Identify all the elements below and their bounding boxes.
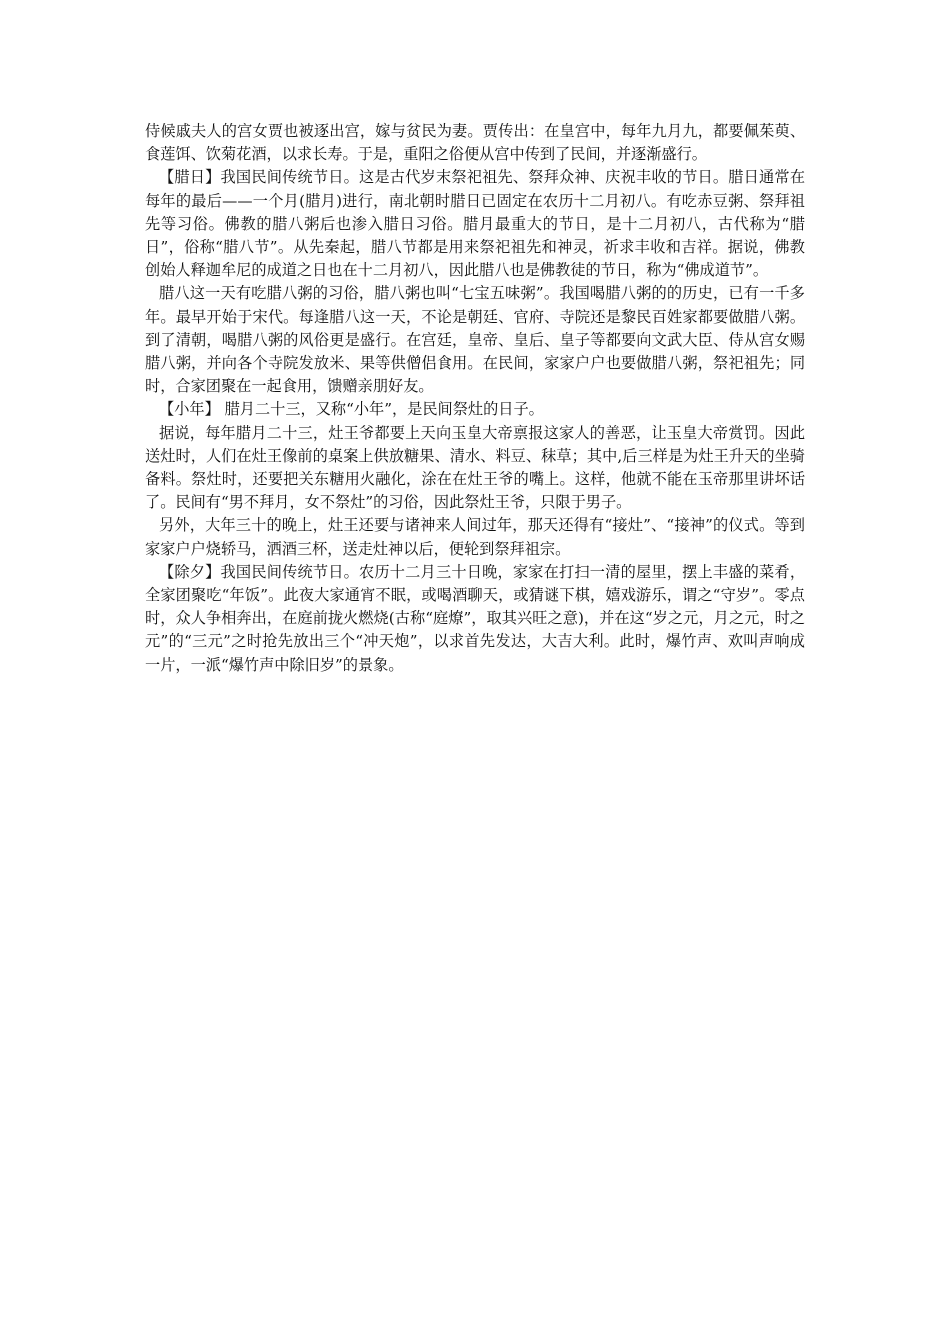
document-body xyxy=(145,120,805,677)
paragraph-chuxi: 【除夕】我国民间传统节日。农历十二月三十日晚，家家在打扫一清的屋里，摆上丰盛的菜肴，全家团聚吃“年饭”。此夜大家通宵不眠，或喝酒聊天，或猜谜下棋，嬉戏游乐，谓之“守岁”。零点时，众人争相奔出，在庭前拢火燃烧(古称“庭燎”，取其兴旺之意)，并在这“岁之元，月之元，时之元”的“三元”之时抢先放出三个“冲天炮”，以求首先发达，大吉大利。此时，爆竹声、欢叫声响成一片，一派“爆竹声中除旧岁”的景象。 xyxy=(145,562,805,674)
paragraph-laxi: 【腊日】我国民间传统节日。这是古代岁末祭祀祖先、祭拜众神、庆祝丰收的节日。腊日通常在每年的最后——一个月(腊月)进行，南北朝时腊日已固定在农历十二月初八。有吃赤豆粥、祭拜祖先等习俗。佛教的腊八粥后也渗入腊日习俗。腊月最重大的节日，是十二月初八，古代称为“腊日”，俗称“腊八节”。从先秦起，腊八节都是用来祭祀祖先和神灵，祈求丰收和吉祥。据说，佛教创始人释迦牟尼的成道之日也在十二月初八，因此腊八也是佛教徒的节日，称为“佛成道节”。 xyxy=(145,168,805,280)
paragraph-chongyang-ending: 侍候戚夫人的宫女贾也被逐出宫，嫁与贫民为妻。贾传出：在皇宫中，每年九月九，都要佩茱萸、食莲饵、饮菊花酒，以求长寿。于是，重阳之俗便从宫中传到了民间，并逐渐盛行。 xyxy=(145,122,805,164)
paragraph-xiaonian: 【小年】 腊月二十三，又称“小年”，是民间祭灶的日子。 xyxy=(159,400,544,419)
paragraph-kitchen-god: 据说，每年腊月二十三，灶王爷都要上天向玉皇大帝禀报这家人的善恶，让玉皇大帝赏罚。因此送灶时，人们在灶王像前的桌案上供放糖果、清水、料豆、秣草；其中,后三样是为灶王升天的坐骑备料。祭灶时，还要把关东糖用火融化，涂在在灶王爷的嘴上。这样，他就不能在玉帝那里讲坏话了。民间有“男不拜月，女不祭灶”的习俗，因此祭灶王爷，只限于男子。 xyxy=(145,423,805,512)
paragraph-laba-porridge: 腊八这一天有吃腊八粥的习俗，腊八粥也叫“七宝五味粥”。我国喝腊八粥的的历史，已有一千多年。最早开始于宋代。每逢腊八这一天，不论是朝廷、官府、寺院还是黎民百姓家都要做腊八粥。到了清朝，喝腊八粥的风俗更是盛行。在宫廷，皇帝、皇后、皇子等都要向文武大臣、侍从宫女赐腊八粥，并向各个寺院发放米、果等供僧侣食用。在民间，家家户户也要做腊八粥，祭祀祖先；同时，合家团聚在一起食用，馈赠亲朋好友。 xyxy=(145,284,805,396)
paragraph-new-year-eve-gods: 另外，大年三十的晚上，灶王还要与诸神来人间过年，那天还得有“接灶”、“接神”的仪式。等到家家户户烧轿马，洒酒三杯，送走灶神以后，便轮到祭拜祖宗。 xyxy=(145,516,805,558)
